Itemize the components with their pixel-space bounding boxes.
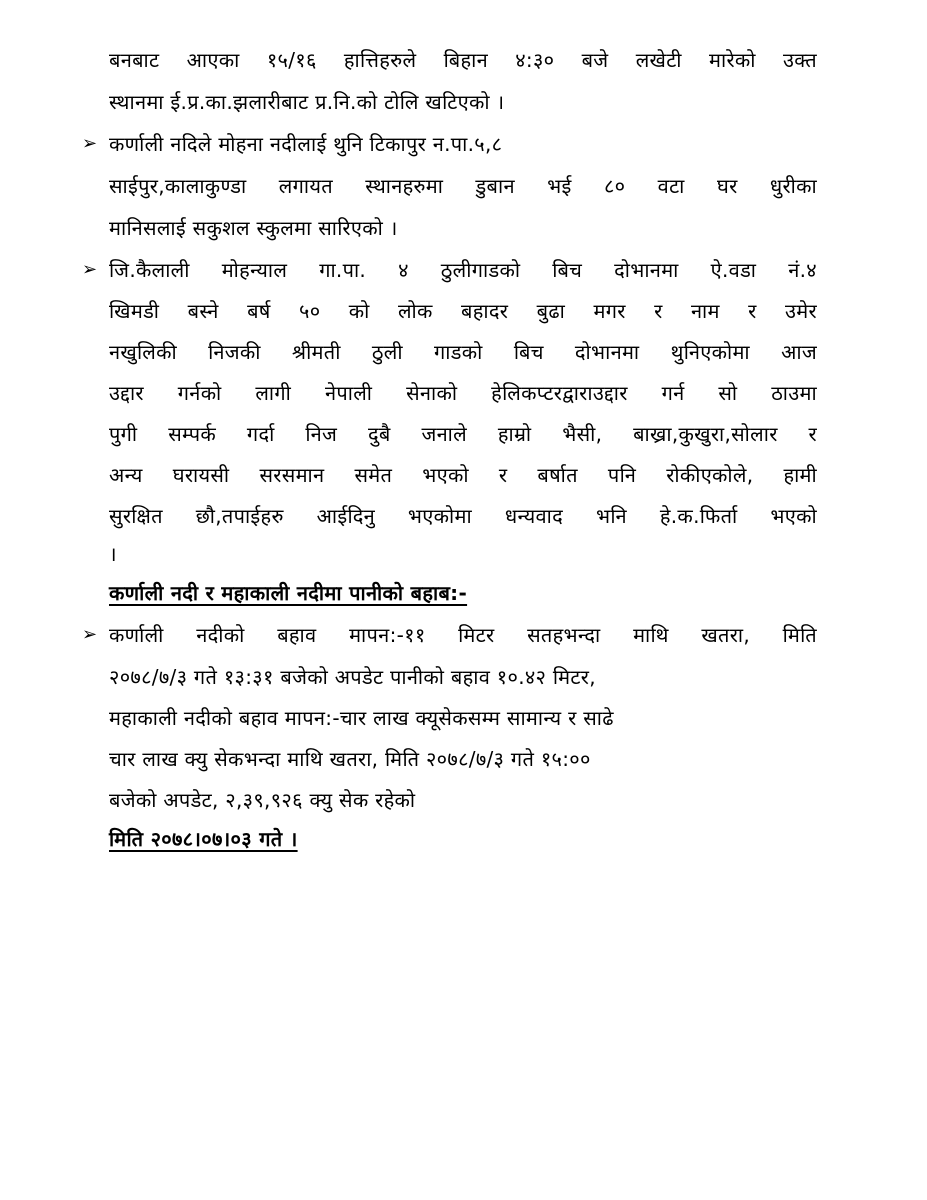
- bullet-2-line-6: अन्य घरायसी सरसमान समेत भएको र बर्षात पनि रोकीएकोले, हामी: [109, 463, 817, 487]
- bullet-arrow-icon: ➢: [82, 133, 98, 154]
- bullet-2-line-1: जि.कैलाली मोहन्याल गा.पा. ४ ठुलीगाडको बिच दोभानमा ऐ.वडा नं.४: [109, 258, 817, 282]
- bullet-2-line-3: नखुलिकी निजकी श्रीमती ठुली गाडको बिच दोभानमा थुनिएकोमा आज: [109, 340, 817, 364]
- section-heading: कर्णाली नदी र महाकाली नदीमा पानीको बहाब:-: [109, 581, 468, 605]
- bullet-2-line-8: ।: [109, 542, 117, 566]
- bullet-1-line-1: कर्णाली नदिले मोहना नदीलाई थुनि टिकापुर न.पा.५,८: [109, 132, 503, 156]
- bullet-2-line-4: उद्दार गर्नको लागी नेपाली सेनाको हेलिकप्टरद्वाराउद्दार गर्न सो ठाउमा: [109, 381, 817, 405]
- date-line: मिति २०७८।०७।०३ गते ।: [109, 827, 298, 851]
- intro-line-2: स्थानमा ई.प्र.का.झलारीबाट प्र.नि.को टोलि खटिएको ।: [109, 90, 505, 114]
- bullet-arrow-icon: ➢: [82, 624, 98, 645]
- bullet-3-line-1: कर्णाली नदीको बहाव मापन:-११ मिटर सतहभन्दा माथि खतरा, मिति: [109, 623, 817, 647]
- bullet-3-line-3: महाकाली नदीको बहाव मापन:-चार लाख क्यूसेकसम्म सामान्य र साढे: [109, 706, 614, 730]
- bullet-1-line-2: साईपुर,कालाकुण्डा लगायत स्थानहरुमा डुबान भई ८० वटा घर धुरीका: [109, 174, 817, 198]
- intro-line-1: बनबाट आएका १५/१६ हात्तिहरुले बिहान ४:३० बजे लखेटी मारेको उक्त: [109, 48, 817, 72]
- bullet-3-line-2: २०७८/७/३ गते १३:३१ बजेको अपडेट पानीको बहाव १०.४२ मिटर,: [109, 665, 596, 689]
- bullet-2-line-7: सुरक्षित छौ,तपाईहरु आईदिनु भएकोमा धन्यवाद भनि हे.क.फिर्ता भएको: [109, 504, 817, 528]
- bullet-2-line-2: खिमडी बस्ने बर्ष ५० को लोक बहादर बुढा मगर र नाम र उमेर: [109, 299, 817, 323]
- bullet-2-line-5: पुगी सम्पर्क गर्दा निज दुबै जनाले हाम्रो भैसी, बाख्रा,कुखुरा,सोलार र: [109, 422, 817, 446]
- bullet-arrow-icon: ➢: [82, 259, 98, 280]
- bullet-3-line-4: चार लाख क्यु सेकभन्दा माथि खतरा, मिति २०७८/७/३ गते १५:००: [109, 747, 591, 771]
- bullet-3-line-5: बजेको अपडेट, २,३९,९२६ क्यु सेक रहेको: [109, 788, 416, 812]
- bullet-1-line-3: मानिसलाई सकुशल स्कुलमा सारिएको ।: [109, 216, 398, 240]
